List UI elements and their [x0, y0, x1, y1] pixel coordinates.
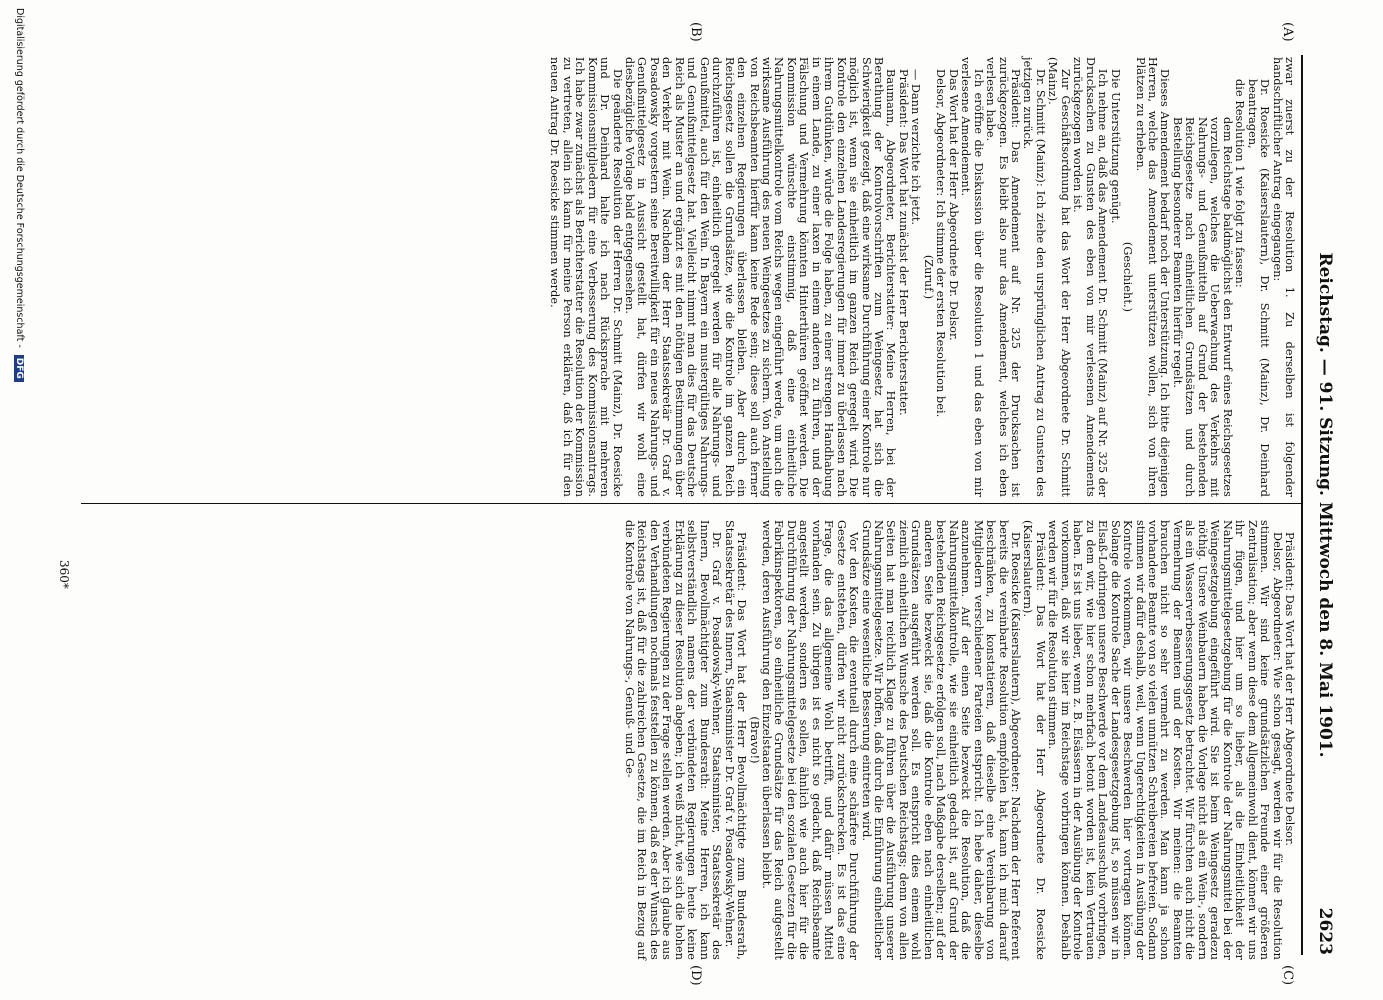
dfg-logo: DFG [14, 355, 24, 382]
right-column [623, 520, 1295, 960]
header-page-number: 2623 [1315, 907, 1335, 955]
paragraph: zwar zuerst zu der Resolution 1. Zu derselben ist folgender handschriftlicher Antrag eingegangen: [1270, 57, 1296, 497]
credit-text: Digitalisierung gefördert durch die Deutsche Forschungsgemeinschaft - [14, 8, 25, 348]
paragraph: Baumann, Abgeordneter, Berichterstatter: Meine Herren, bei der Berathung der Kontrolvorschriften zum Weingesetz hat sich die Schwierigkeit gezeigt, daß eine wirksame Durchführung einer Kontrole nur möglich ist, wenn sie einheitlich im ganzen Reich geregelt wird. Die Kontrole den einzelnen Landesregierungen für immer zu überlassen nach ihrem Gutdünken, würde die Folge haben, zu einer strengen Handhabung in einem Lande, zu einer laxen in einem anderen zu führen, und der Fälschung und Vermehrung könnten Hinterthüren geöffnet werden. Die Kommission wünschte einstimmig, daß eine einheitliche Nahrungsmittelkontrole vom Reichs wegen eingeführt werde, um auch die wirksame Ausführung des neuen Weingesetzes zu sichern. Von Anstellung von Reichsbeamten hierfür kann keine Rede sein; diese soll auch ferner den einzelnen Regierungen überlassen bleiben. Aber durch ein Reichsgesetz sollen die Grundsätze, wie die Kontrole im ganzen Reich durchzuführen ist, einheitlich geregelt werden für alle Nahrungs- und Genußmittel, auch für den Wein. In Bayern ein mustergültiges Nahrungs- und Genußmittelgesetz hat. Vielleicht nimmt man dies für das Deutsche Reich als Muster an und ergänzt es mit den nöthigen Bestimmungen über den Verkehr mit Wein. Nachdem der Herr Staatssekretär Dr. Graf v. Posadowsky vorgestern seine Bereitwilligkeit für ein neues Nahrungs- und Genußmittelgesetz in Aussicht gestellt hat, dürfen wir wohl eine diesbezügliche Vorlage bald entgegensehen. [622, 57, 898, 497]
paragraph: Zur Geschäftsordnung hat das Wort der Herr Abgeordnete Dr. Schmitt (Mainz). [1046, 57, 1072, 497]
paragraph: (Geschieht.) [1121, 241, 1135, 313]
paragraph: dem Reichstage baldmöglichst den Entwurf eines Reichsgesetzes vorzulegen, welches die Ueberwachung des Verkehrs mit Nahrungs- und Genußmitteln auf Grund der bestehenden Reichsgesetze nach einheitlichen Grundsätzen und durch Bestellung besonderer Beamten hierfür regelt. [1170, 117, 1234, 497]
paragraph: Präsident: Das Wort hat der Herr Abgeordnete Dr. Roesicke (Kaiserslautern). [1021, 520, 1047, 960]
paragraph: Präsident: Das Wort hat der Herr Abgeordnete Delsor. [1283, 532, 1296, 847]
paragraph: Die geänderte Resolution der Herren Dr. Schmitt (Mainz), Dr. Roesicke und Dr. Deinhard halte ich nach Rücksprache mit mehreren Kommissionsmitgliedern für eine Verbesserung des Kommissionsantrags. Ich habe zwar zunächst als Berichterstatter die Resolution der Kommission zu vertreten, allein ich kann für meine Person erklären, daß ich für den neuen Antrag Dr. Roesicke stimmen werde. [548, 57, 624, 497]
paragraph: (Zuruf.) [921, 254, 935, 300]
header-rule [1301, 55, 1303, 955]
paragraph: Ich nehme an, daß das Amendement Dr. Schmitt (Mainz) auf Nr. 325 der Drucksachen zu Gunsten des eben von mir verlesenen Amendements zurückgezogen worden ist. [1071, 57, 1110, 497]
digitization-credit [14, 8, 25, 988]
paragraph: — Dann verzichte ich jetzt. [909, 69, 923, 226]
paragraph: (Bravo!) [747, 716, 761, 764]
paragraph: Dr. Roesicke (Kaiserslautern), Abgeordneter: Nachdem der Herr Referent bereits die vereinbarte Resolution empfohlen hat, kann ich mich darauf beschränken, zu konstatieren, daß dieselbe eine Vereinbarung von Mitgliedern verschiedener Parteien entspricht. Ich hebe daher, dieselbe anzunehmen. Auf der einen Seite bezweckt die Resolution, daß die Nahrungsmittelkontrolle, wie sie einheitlich gedacht ist, auf Grund der bestehenden Reichsgesetze erfolgen soll, nach Maßgabe derselben; auf der anderen Seite bezweckt sie, daß die Kontrole eben nach einheitlichen Grundsätzen ausgeführt werden soll. Es entspricht dies einem wohl ziemlich einheitlichen Wunsche des Deutschen Reichstags; denn von allen Seiten hat man reichlich Klage zu führen über die Ausführung unserer Nahrungsmittelgesetze. Wir hoffen, daß durch die Einführung einheitlicher Grundsätze eine wesentliche Besserung eintreten wird. [859, 520, 1023, 960]
paragraph: Delsor, Abgeordneter: Ich stimme der ersten Resolution bei. [934, 69, 948, 418]
header-title: Reichstag. — 91. Sitzung. Mittwoch den 8. Mai 1901. [1315, 252, 1335, 758]
column-divider [81, 503, 1301, 504]
paragraph: Delsor, Abgeordneter: Wie schon gesagt, werden wir für die Resolution stimmen. Wir sind keine grundsätzlichen Freunde einer größeren Zentralisation; aber wenn diese dem Allgemeinwohl dient, können wir uns ihr fügen, und hier um so lieber, als die Einheitlichkeit der Nahrungsmittelgesetzgebung für die Kontrole der Nahrungsmittel bei der Weingesetzgebung eingeführt wird. Sie ist beim Weingesetz geradezu nöthig. Unsere Weinbauern haben die Vorlage nicht als ein Wein-, sondern als ein Wasserverbesserungsgesetz betrachtet. Wir fürchten auch nicht die Vermehrung der Beamten und der Kosten. Wir meinen: die Beamten brauchen nicht so sehr vermehrt zu werden. Man kann ja schon vorhandene Beamte von so vielen unnützen Schreibereien befreien. Sodann stimmen wir dafür deshalb, weil, wenn Ungerechtigkeiten in Ausübung der Kontrole vorkommen, wir unsere Beschwerden hier vortragen können. Solange die Kontrole Sache der Landesgesetzgebung ist, so müssen wir in Elsaß-Lothringen unsere Beschwerde vor dem Landesausschuß vorbringen, zu dem wir, wie hier schon mehrfach betont worden ist, kein Vertrauen haben. Es ist uns lieber, wenn z. B. Elsässern in der Ausübung der Kontrole vorkommen, daß wir sie hier im Reichstage vorbringen können. Deshalb werden wir für die Resolution stimmen. [1046, 520, 1284, 960]
paragraph: Präsident: Das Wort hat der Herr Bevollmächtigte zum Bundesrath, Staatssekretär des Innern, Staatsminister Dr. Graf v. Posadowsky-Wehner. [722, 520, 749, 960]
margin-marker-b: (B) [688, 22, 703, 42]
paragraph: Dr. Schmitt (Mainz): Ich ziehe den ursprünglichen Antrag zu Gunsten des jetzigen zurück. [1021, 57, 1047, 497]
margin-marker-d: (D) [688, 965, 703, 986]
paragraph: die Resolution 1 wie folgt zu fassen: [1233, 79, 1247, 288]
margin-marker-a: (A) [1280, 22, 1295, 42]
paragraph: Präsident: Das Wort hat zunächst der Herr Berichterstatter. [896, 69, 910, 416]
paragraph: Präsident: Das Amendement auf Nr. 325 der Drucksachen ist zurückgezogen. Es bleibt also nur das Amendement, welches ich eben verlesen habe. [984, 57, 1023, 497]
paragraph: Vor den Kosten, die eventuell durch eine schärfere Durchführung der Gesetze entstehen, dürfen wir nicht zurückschrecken. Es ist das eine Frage, die das allgemeine Wohl betrifft, und dafür müssen Mittel vorhanden sein. Zu übrigen ist es nicht so gedacht, daß Reichsbeamte angestellt werden, sondern es sollen, ähnlich wie auch hier für die Durchführung der Nahrungsmittelgesetze bei den sozialen Gesetzen für die Fabrikinspektoren, so einheitliche Grundsätze für das Reich aufgestellt werden, deren Ausführung den Einzelstaaten überlassen bleibt. [759, 520, 861, 960]
left-column [548, 57, 1295, 497]
paragraph: Dr. Graf v. Posadowsky-Wehner, Staatsminister, Staatssekretär des Innern, Bevollmächtigter zum Bundesrath: Meine Herren, ich kann selbstverständlich namens der verbündeten Regierungen heute keine Erklärung zu dieser Resolution abgeben; ich weiß nicht, wie sich die hohen verbündeten Regierungen zu der Frage stellen werden. Aber ich glaube aus den Verhandlungen nochmals feststellen zu können, daß es der Wunsch des Reichstags ist, daß für die zahlreichen Gesetze, die im Reich in Bezug auf die Kontrole von Nahrungs-, Genuß- und Ge- [622, 520, 724, 960]
signature-number: 360* [57, 560, 71, 589]
paragraph: Das Wort hat der Herr Abgeordnete Dr. Delsor. [946, 69, 960, 341]
page-header [1307, 55, 1335, 955]
paragraph: Die Unterstützung genügt. [1108, 69, 1122, 224]
margin-marker-c: (C) [1280, 965, 1295, 986]
paragraph: Dieses Amendement bedarf noch der Unterstützung. Ich bitte diejenigen Herren, welche das Amendement unterstützen wollen, sich von ihren Plätzen zu erheben. [1133, 57, 1172, 497]
paragraph: Ich eröffne die Diskussion über die Resolution 1 und das eben von mir verlesene Amendement. [959, 57, 985, 497]
paragraph: Dr. Roesicke (Kaiserslautern), Dr. Schmitt (Mainz), Dr. Deinhard beantragen, [1245, 79, 1272, 497]
